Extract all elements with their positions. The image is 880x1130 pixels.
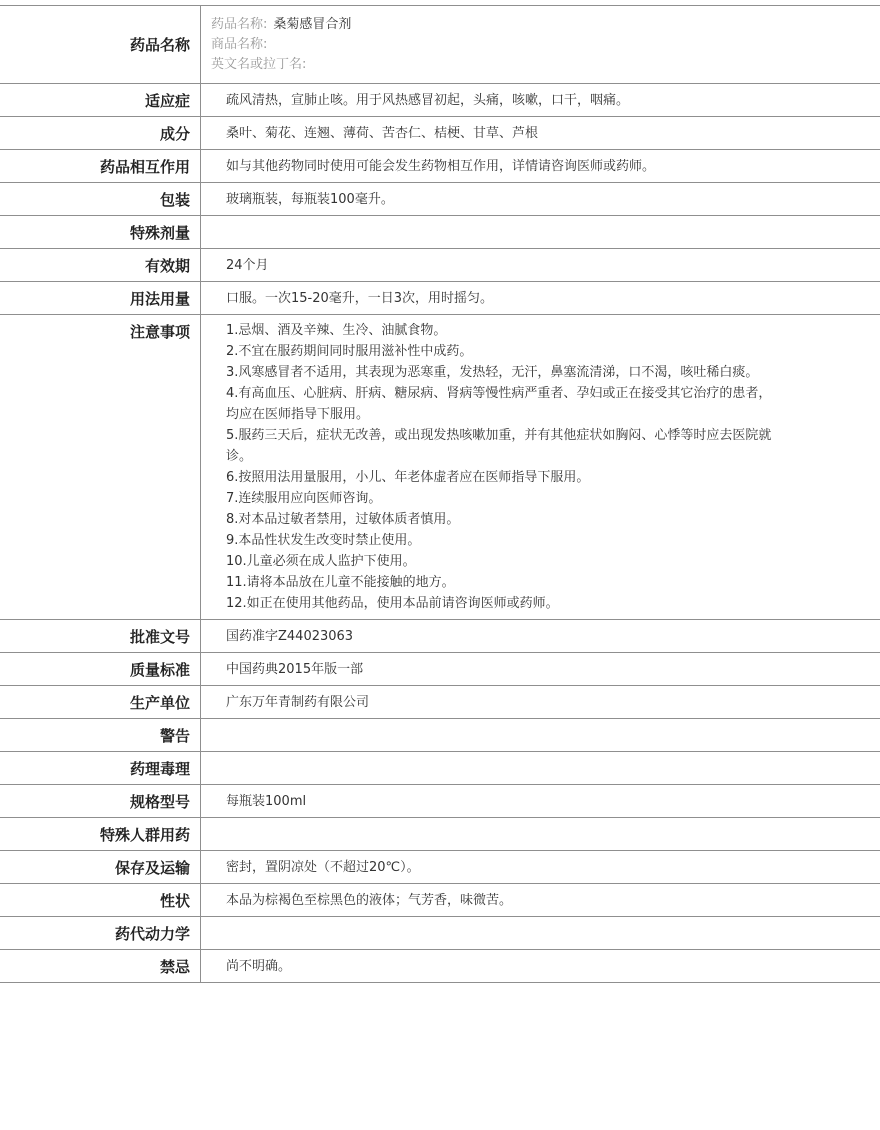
row-interactions xyxy=(0,150,880,183)
precaution-item: 10.儿童必须在成人监护下使用。 xyxy=(226,554,416,569)
row-pharmacokinetics xyxy=(0,917,880,950)
precaution-item: 9.本品性状发生改变时禁止使用。 xyxy=(226,533,421,548)
precaution-item: 11.请将本品放在儿童不能接触的地方。 xyxy=(226,575,455,590)
row-special-dosage xyxy=(0,216,880,249)
ingredients-value: 桑叶、菊花、连翘、薄荷、苦杏仁、桔梗、甘草、芦根 xyxy=(201,117,880,150)
special-population-value xyxy=(201,818,880,851)
precaution-item: 2.不宜在服药期间同时服用滋补性中成药。 xyxy=(226,344,473,359)
row-contraindications xyxy=(0,950,880,983)
generic-name-line xyxy=(211,15,780,35)
row-storage xyxy=(0,851,880,884)
row-label: 适应症 xyxy=(0,84,201,117)
quality-standard-value: 中国药典2015年版一部 xyxy=(201,653,880,686)
precaution-item: 3.风寒感冒者不适用，其表现为恶寒重，发热轻，无汗，鼻塞流清涕，口不渴，咳吐稀白痰。 xyxy=(226,365,759,380)
precautions-list xyxy=(201,315,880,620)
row-precautions xyxy=(0,315,880,620)
special-dosage-value xyxy=(201,216,880,249)
row-indications xyxy=(0,84,880,117)
row-label: 药代动力学 xyxy=(0,917,201,950)
generic-name-label: 药品名称: xyxy=(211,16,268,32)
packaging-value: 玻璃瓶装，每瓶装100毫升。 xyxy=(201,183,880,216)
english-name-label: 英文名或拉丁名: xyxy=(211,56,307,72)
precaution-item: 8.对本品过敏者禁用，过敏体质者慎用。 xyxy=(226,512,460,527)
precaution-item: 4.有高血压、心脏病、肝病、糖尿病、肾病等慢性病严重者、孕妇或正在接受其它治疗的患者，均应在医师指导下服用。 xyxy=(226,386,772,422)
row-label: 药理毒理 xyxy=(0,752,201,785)
pharmacology-value xyxy=(201,752,880,785)
row-warning xyxy=(0,719,880,752)
precaution-item: 1.忌烟、酒及辛辣、生冷、油腻食物。 xyxy=(226,323,447,338)
precaution-item: 12.如正在使用其他药品，使用本品前请咨询医师或药师。 xyxy=(226,596,559,611)
row-usage xyxy=(0,282,880,315)
row-label: 禁忌 xyxy=(0,950,201,983)
row-label: 成分 xyxy=(0,117,201,150)
drug-spec-table xyxy=(0,5,880,983)
row-label: 特殊人群用药 xyxy=(0,818,201,851)
storage-value: 密封，置阴凉处（不超过20℃）。 xyxy=(201,851,880,884)
usage-value: 口服。一次15-20毫升，一日3次，用时摇匀。 xyxy=(201,282,880,315)
row-label: 特殊剂量 xyxy=(0,216,201,249)
row-special-population xyxy=(0,818,880,851)
manufacturer-value: 广东万年青制药有限公司 xyxy=(201,686,880,719)
properties-value: 本品为棕褐色至棕黑色的液体；气芳香，味微苦。 xyxy=(201,884,880,917)
row-label: 保存及运输 xyxy=(0,851,201,884)
row-label: 性状 xyxy=(0,884,201,917)
row-label: 有效期 xyxy=(0,249,201,282)
trade-name-line xyxy=(211,35,780,55)
row-shelf-life xyxy=(0,249,880,282)
row-ingredients xyxy=(0,117,880,150)
row-label: 药品相互作用 xyxy=(0,150,201,183)
precaution-item: 6.按照用法用量服用，小儿、年老体虚者应在医师指导下服用。 xyxy=(226,470,590,485)
shelf-life-value: 24个月 xyxy=(201,249,880,282)
generic-name-value: 桑菊感冒合剂 xyxy=(273,16,352,32)
row-label: 包装 xyxy=(0,183,201,216)
pharmacokinetics-value xyxy=(201,917,880,950)
row-specification xyxy=(0,785,880,818)
row-label: 生产单位 xyxy=(0,686,201,719)
row-label: 规格型号 xyxy=(0,785,201,818)
row-properties xyxy=(0,884,880,917)
row-label: 用法用量 xyxy=(0,282,201,315)
row-label: 批准文号 xyxy=(0,620,201,653)
row-label: 警告 xyxy=(0,719,201,752)
row-packaging xyxy=(0,183,880,216)
row-pharmacology xyxy=(0,752,880,785)
row-label: 质量标准 xyxy=(0,653,201,686)
contraindications-value: 尚不明确。 xyxy=(201,950,880,983)
specification-value: 每瓶装100ml xyxy=(201,785,880,818)
precaution-item: 5.服药三天后，症状无改善，或出现发热咳嗽加重，并有其他症状如胸闷、心悸等时应去医院就诊。 xyxy=(226,428,772,464)
approval-number-value: 国药准字Z44023063 xyxy=(201,620,880,653)
row-approval-number xyxy=(0,620,880,653)
row-quality-standard xyxy=(0,653,880,686)
trade-name-label: 商品名称: xyxy=(211,36,268,52)
precaution-item: 7.连续服用应向医师咨询。 xyxy=(226,491,382,506)
interactions-value: 如与其他药物同时使用可能会发生药物相互作用，详情请咨询医师或药师。 xyxy=(201,150,880,183)
product-name-block xyxy=(201,6,880,84)
english-name-line xyxy=(211,55,780,75)
row-label: 药品名称 xyxy=(0,6,201,84)
indications-value: 疏风清热，宣肺止咳。用于风热感冒初起，头痛，咳嗽，口干，咽痛。 xyxy=(201,84,880,117)
row-label: 注意事项 xyxy=(0,315,201,620)
warning-value xyxy=(201,719,880,752)
row-manufacturer xyxy=(0,686,880,719)
row-product-name xyxy=(0,6,880,84)
